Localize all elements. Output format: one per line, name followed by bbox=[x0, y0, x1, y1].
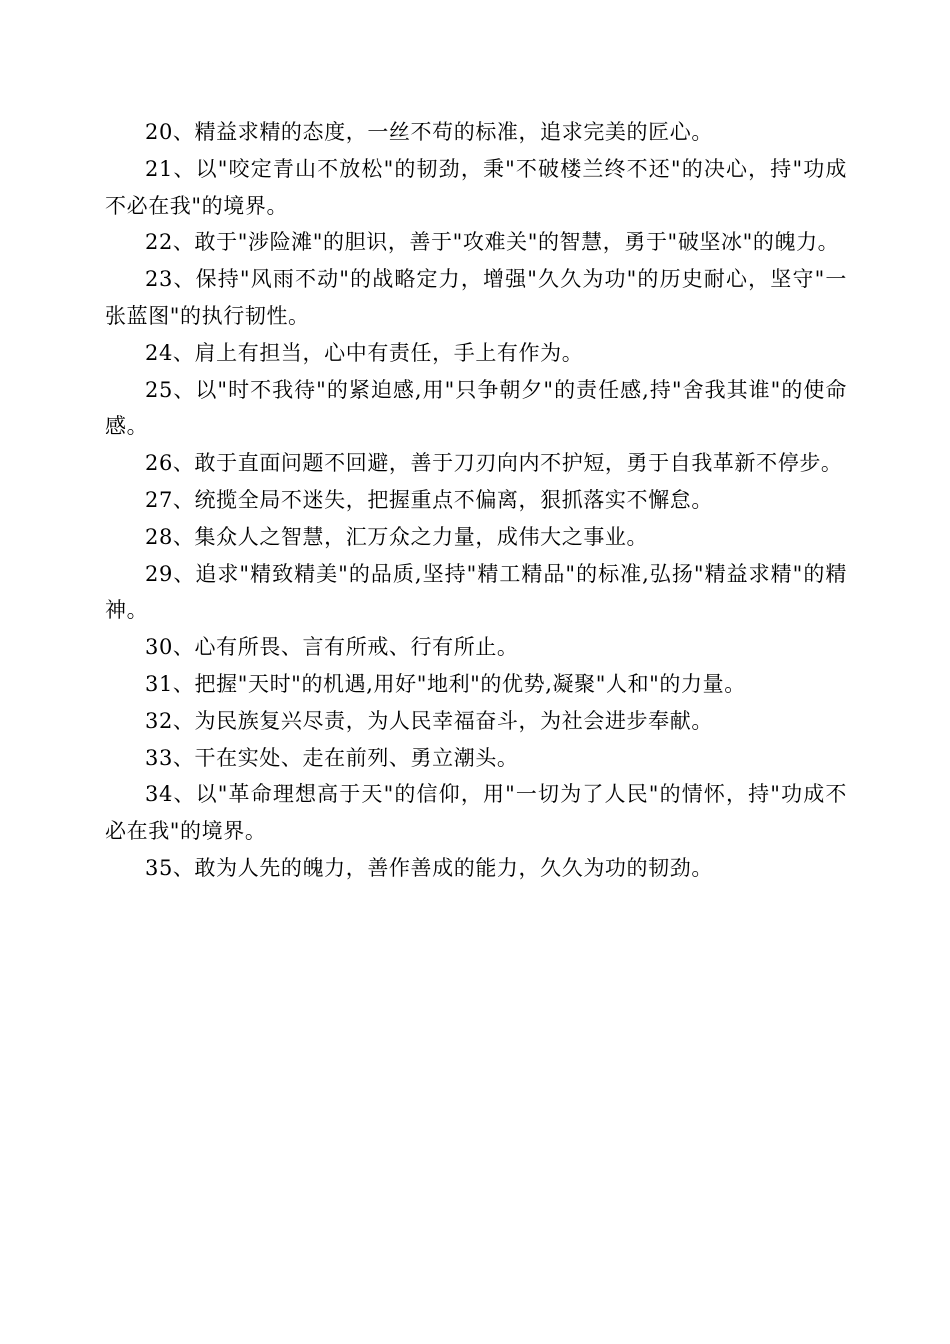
paragraph-29: 29、追求"精致精美"的品质,坚持"精工精品"的标准,弘扬"精益求精"的精神。 bbox=[105, 561, 847, 623]
document-body bbox=[105, 114, 847, 887]
paragraph-20: 20、精益求精的态度，一丝不苟的标准，追求完美的匠心。 bbox=[145, 120, 713, 144]
paragraph-24: 24、肩上有担当，心中有责任，手上有作为。 bbox=[145, 340, 584, 365]
paragraph-28: 28、集众人之智慧，汇万众之力量，成伟大之事业。 bbox=[145, 524, 649, 549]
paragraph-25: 25、以"时不我待"的紧迫感,用"只争朝夕"的责任感,持"舍我其谁"的使命感。 bbox=[105, 377, 847, 439]
paragraph-27: 27、统揽全局不迷失，把握重点不偏离，狠抓落实不懈怠。 bbox=[145, 487, 713, 512]
paragraph-32: 32、为民族复兴尽责，为人民幸福奋斗，为社会进步奉献。 bbox=[145, 708, 713, 733]
paragraph-30: 30、心有所畏、言有所戒、行有所止。 bbox=[145, 635, 519, 660]
paragraph-34: 34、以"革命理想高于天"的信仰，用"一切为了人民"的情怀，持"功成不必在我"的境界。 bbox=[105, 782, 847, 844]
paragraph-33: 33、干在实处、走在前列、勇立潮头。 bbox=[145, 745, 519, 770]
paragraph-22: 22、敢于"涉险滩"的胆识，善于"攻难关"的智慧，勇于"破坚冰"的魄力。 bbox=[145, 230, 840, 255]
paragraph-31: 31、把握"天时"的机遇,用好"地利"的优势,凝聚"人和"的力量。 bbox=[145, 671, 746, 696]
paragraph-21: 21、以"咬定青山不放松"的韧劲，秉"不破楼兰终不还"的决心，持"功成不必在我"的境界。 bbox=[105, 156, 847, 218]
paragraph-35: 35、敢为人先的魄力，善作善成的能力，久久为功的韧劲。 bbox=[145, 855, 713, 880]
paragraph-26: 26、敢于直面问题不回避，善于刀刃向内不护短，勇于自我革新不停步。 bbox=[145, 451, 843, 476]
paragraph-23: 23、保持"风雨不动"的战略定力，增强"久久为功"的历史耐心，坚守"一张蓝图"的执行韧性。 bbox=[105, 267, 847, 328]
